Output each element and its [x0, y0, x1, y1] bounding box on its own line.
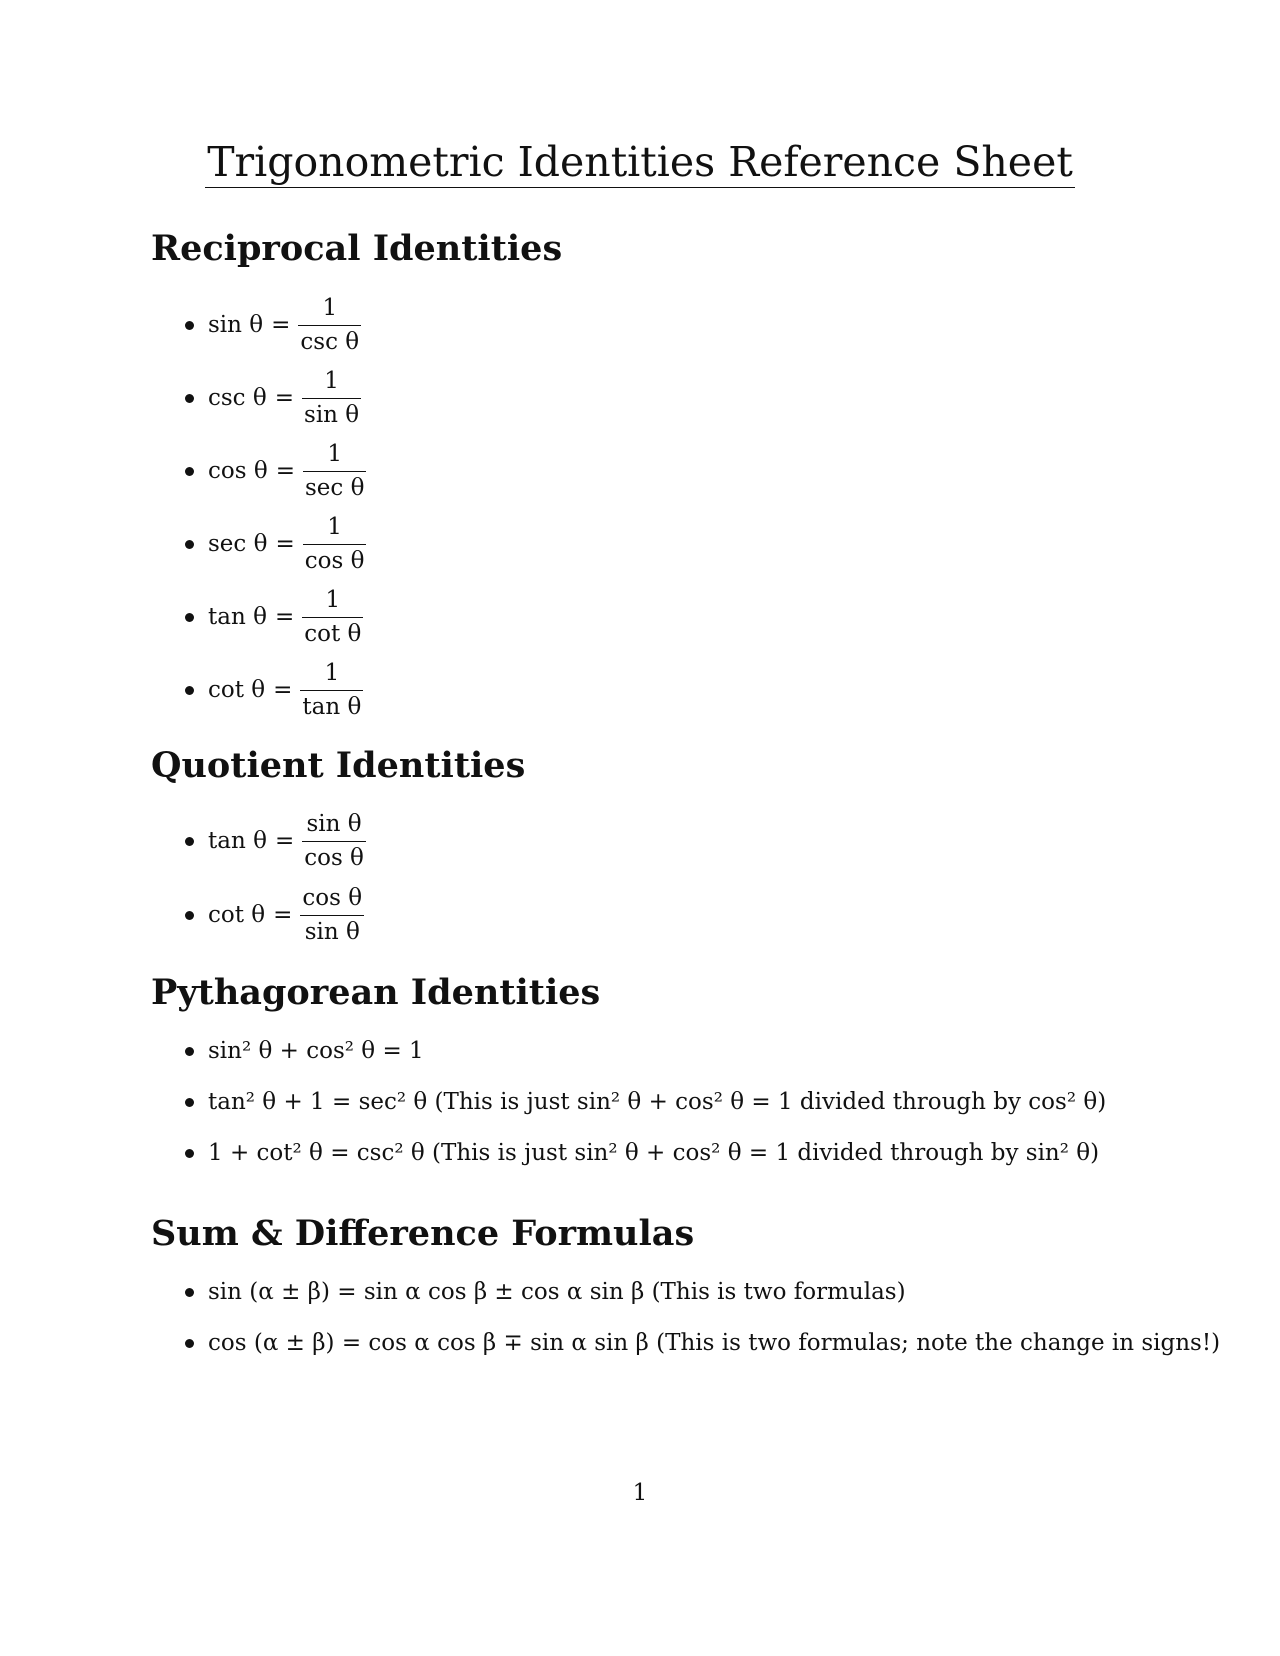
heading-sum-difference-formulas: Sum & Difference Formulas — [151, 1213, 695, 1254]
list-item-sum-difference-sin: sin (α ± β) = sin α cos β ± cos α sin β (This is two formulas) — [185, 1279, 906, 1305]
bullet-icon — [185, 394, 194, 403]
list-item-reciprocal-cos: cos θ = $\frac{1}{\text{sec θ}}$ — [185, 436, 366, 506]
fraction: $\frac{\text{cos θ}}{\text{sin θ}}$ — [302, 884, 363, 945]
list-item-pythagorean-3: 1 + cot² θ = csc² θ (This is just sin² θ + cos² θ = 1 divided through by sin² θ) — [185, 1140, 1099, 1166]
fraction: $\frac{1}{\text{csc θ}}$ — [300, 294, 360, 355]
bullet-icon — [185, 321, 194, 330]
heading-pythagorean-identities: Pythagorean Identities — [151, 972, 601, 1013]
page-title: Trigonometric Identities Reference Sheet — [207, 138, 1073, 186]
list-item-pythagorean-1: sin² θ + cos² θ = 1 — [185, 1038, 424, 1064]
heading-reciprocal-identities: Reciprocal Identities — [151, 228, 563, 269]
bullet-icon — [185, 540, 194, 549]
list-item-quotient-tan: tan θ = $\frac{\text{sin θ}}{\text{cos θ}}$ — [185, 806, 366, 876]
fraction: $\frac{1}{\text{cot θ}}$ — [304, 586, 362, 647]
list-item-reciprocal-csc: csc θ = $\frac{1}{\text{sin θ}}$ — [185, 363, 361, 433]
fraction: $\frac{1}{\text{cos θ}}$ — [304, 513, 365, 574]
bullet-icon — [185, 1047, 194, 1056]
bullet-icon — [185, 1098, 194, 1107]
bullet-icon — [185, 686, 194, 695]
list-item-reciprocal-cot: cot θ = $\frac{1}{\text{tan θ}}$ — [185, 655, 363, 725]
bullet-icon — [185, 1339, 194, 1348]
bullet-icon — [185, 837, 194, 846]
fraction: $\frac{1}{\text{tan θ}}$ — [302, 659, 362, 720]
bullet-icon — [185, 1149, 194, 1158]
bullet-icon — [185, 467, 194, 476]
page-number: 1 — [632, 1480, 648, 1506]
fraction: $\frac{1}{\text{sec θ}}$ — [304, 440, 365, 501]
list-item-quotient-cot: cot θ = $\frac{\text{cos θ}}{\text{sin θ}}$ — [185, 880, 364, 950]
bullet-icon — [185, 613, 194, 622]
heading-quotient-identities: Quotient Identities — [151, 745, 526, 786]
list-item-sum-difference-cos: cos (α ± β) = cos α cos β ∓ sin α sin β (This is two formulas; note the change in signs!) — [185, 1330, 1220, 1356]
list-item-reciprocal-tan: tan θ = $\frac{1}{\text{cot θ}}$ — [185, 582, 363, 652]
list-item-reciprocal-sin: sin θ = $\frac{1}{\text{csc θ}}$ — [185, 290, 361, 360]
list-item-reciprocal-sec: sec θ = $\frac{1}{\text{cos θ}}$ — [185, 509, 366, 579]
fraction: $\frac{\text{sin θ}}{\text{cos θ}}$ — [304, 810, 364, 871]
list-item-pythagorean-2: tan² θ + 1 = sec² θ (This is just sin² θ + cos² θ = 1 divided through by cos² θ) — [185, 1089, 1106, 1115]
bullet-icon — [185, 911, 194, 920]
bullet-icon — [185, 1288, 194, 1297]
fraction: $\frac{1}{\text{sin θ}}$ — [304, 367, 360, 428]
